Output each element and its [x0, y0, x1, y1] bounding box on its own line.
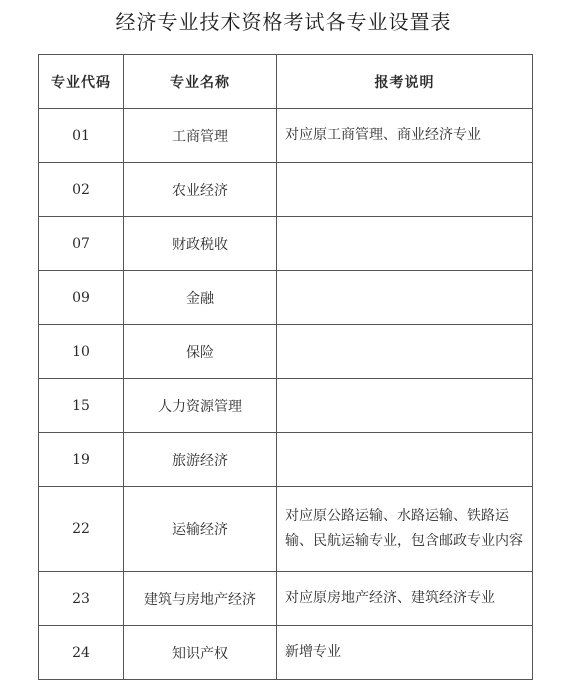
specialty-code: 07 — [39, 217, 124, 271]
specialty-note — [277, 379, 533, 433]
specialty-code: 22 — [39, 487, 124, 572]
specialty-note — [277, 217, 533, 271]
specialty-code: 24 — [39, 626, 124, 680]
specialty-note — [277, 325, 533, 379]
specialty-code: 09 — [39, 271, 124, 325]
specialty-note — [277, 271, 533, 325]
specialty-code: 23 — [39, 572, 124, 626]
specialty-name: 人力资源管理 — [124, 379, 277, 433]
specialty-code: 01 — [39, 109, 124, 163]
specialty-note: 新增专业 — [277, 626, 533, 680]
specialty-name: 农业经济 — [124, 163, 277, 217]
specialty-name: 保险 — [124, 325, 277, 379]
table-row — [39, 572, 533, 626]
specialty-name: 运输经济 — [124, 487, 277, 572]
specialty-note: 对应原房地产经济、建筑经济专业 — [277, 572, 533, 626]
specialty-note — [277, 433, 533, 487]
specialty-name: 金融 — [124, 271, 277, 325]
table-row — [39, 325, 533, 379]
specialty-note — [277, 163, 533, 217]
specialty-note: 对应原工商管理、商业经济专业 — [277, 109, 533, 163]
table-row — [39, 271, 533, 325]
specialty-code: 15 — [39, 379, 124, 433]
table-row — [39, 109, 533, 163]
specialty-table — [38, 54, 533, 680]
table-row — [39, 487, 533, 572]
table-row — [39, 379, 533, 433]
table-row — [39, 626, 533, 680]
specialty-name: 财政税收 — [124, 217, 277, 271]
specialty-name: 知识产权 — [124, 626, 277, 680]
table-row — [39, 217, 533, 271]
specialty-code: 10 — [39, 325, 124, 379]
header-code: 专业代码 — [39, 55, 124, 109]
header-note: 报考说明 — [277, 55, 533, 109]
specialty-code: 02 — [39, 163, 124, 217]
specialty-code: 19 — [39, 433, 124, 487]
table-header-row — [39, 55, 533, 109]
header-name: 专业名称 — [124, 55, 277, 109]
specialty-note: 对应原公路运输、水路运输、铁路运输、民航运输专业，包含邮政专业内容 — [277, 487, 533, 572]
table-row — [39, 163, 533, 217]
specialty-name: 建筑与房地产经济 — [124, 572, 277, 626]
table-row — [39, 433, 533, 487]
specialty-name: 旅游经济 — [124, 433, 277, 487]
page-title: 经济专业技术资格考试各专业设置表 — [115, 10, 452, 34]
specialty-name: 工商管理 — [124, 109, 277, 163]
